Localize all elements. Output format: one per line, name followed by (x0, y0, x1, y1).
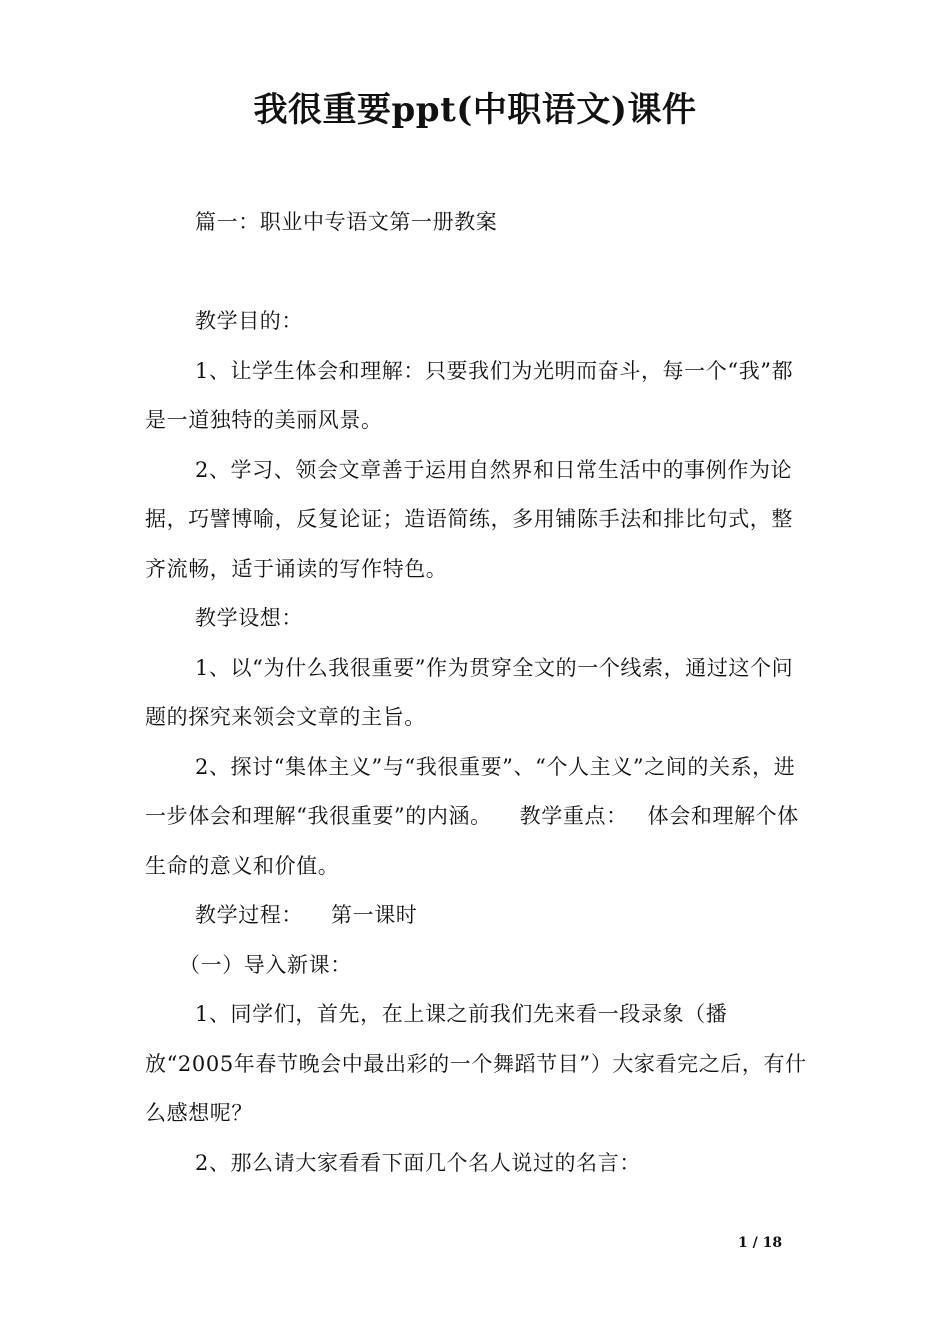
process-lesson: 第一课时 (331, 903, 418, 927)
paragraph-goal-1: 1、让学生体会和理解：只要我们为光明而奋斗，每一个“我”都是一道独特的美丽风景。 (145, 358, 794, 432)
document-body (145, 297, 811, 1188)
paragraph-step-2: 2、那么请大家看看下面几个名人说过的名言： (195, 1150, 641, 1175)
paragraph-step-1: 1、同学们，首先，在上课之前我们先来看一段录象（播放“2005年春节晚会中最出彩的一个舞蹈节目”）大家看完之后，有什么感想呢？ (145, 1002, 807, 1125)
section-heading-block (145, 198, 811, 248)
design-2-text: 2、探讨“集体主义”与“我很重要”、“个人主义”之间的关系，进一步体会和理解“我很重要”的内涵。 (145, 754, 796, 828)
page-number: 1 / 18 (738, 1235, 783, 1251)
key-point-text: 体会和理解个体生命的意义和价值。 (145, 804, 799, 878)
paragraph-goal-2: 2、学习、领会文章善于运用自然界和日常生活中的事例作为论据，巧譬博喻，反复论证；造语简练，多用铺陈手法和排比句式，整齐流畅，适于诵读的写作特色。 (145, 457, 793, 581)
subsection-intro: （一）导入新课： (179, 952, 352, 977)
document-title: 我很重要ppt(中职语文)课件 (253, 90, 697, 130)
paragraph-process (145, 891, 811, 941)
paragraph-design-label: 教学设想： (195, 606, 303, 630)
section-heading: 篇一：职业中专语文第一册教案 (195, 210, 498, 234)
process-label: 教学过程： (195, 903, 303, 927)
paragraph-design-2-and-key-point (145, 743, 811, 892)
key-point-label: 教学重点： (519, 804, 628, 828)
paragraph-teaching-goal-label: 教学目的： (195, 309, 303, 333)
paragraph-design-1: 1、以“为什么我很重要”作为贯穿全文的一个线索，通过这个问题的探究来领会文章的主旨。 (145, 655, 794, 729)
